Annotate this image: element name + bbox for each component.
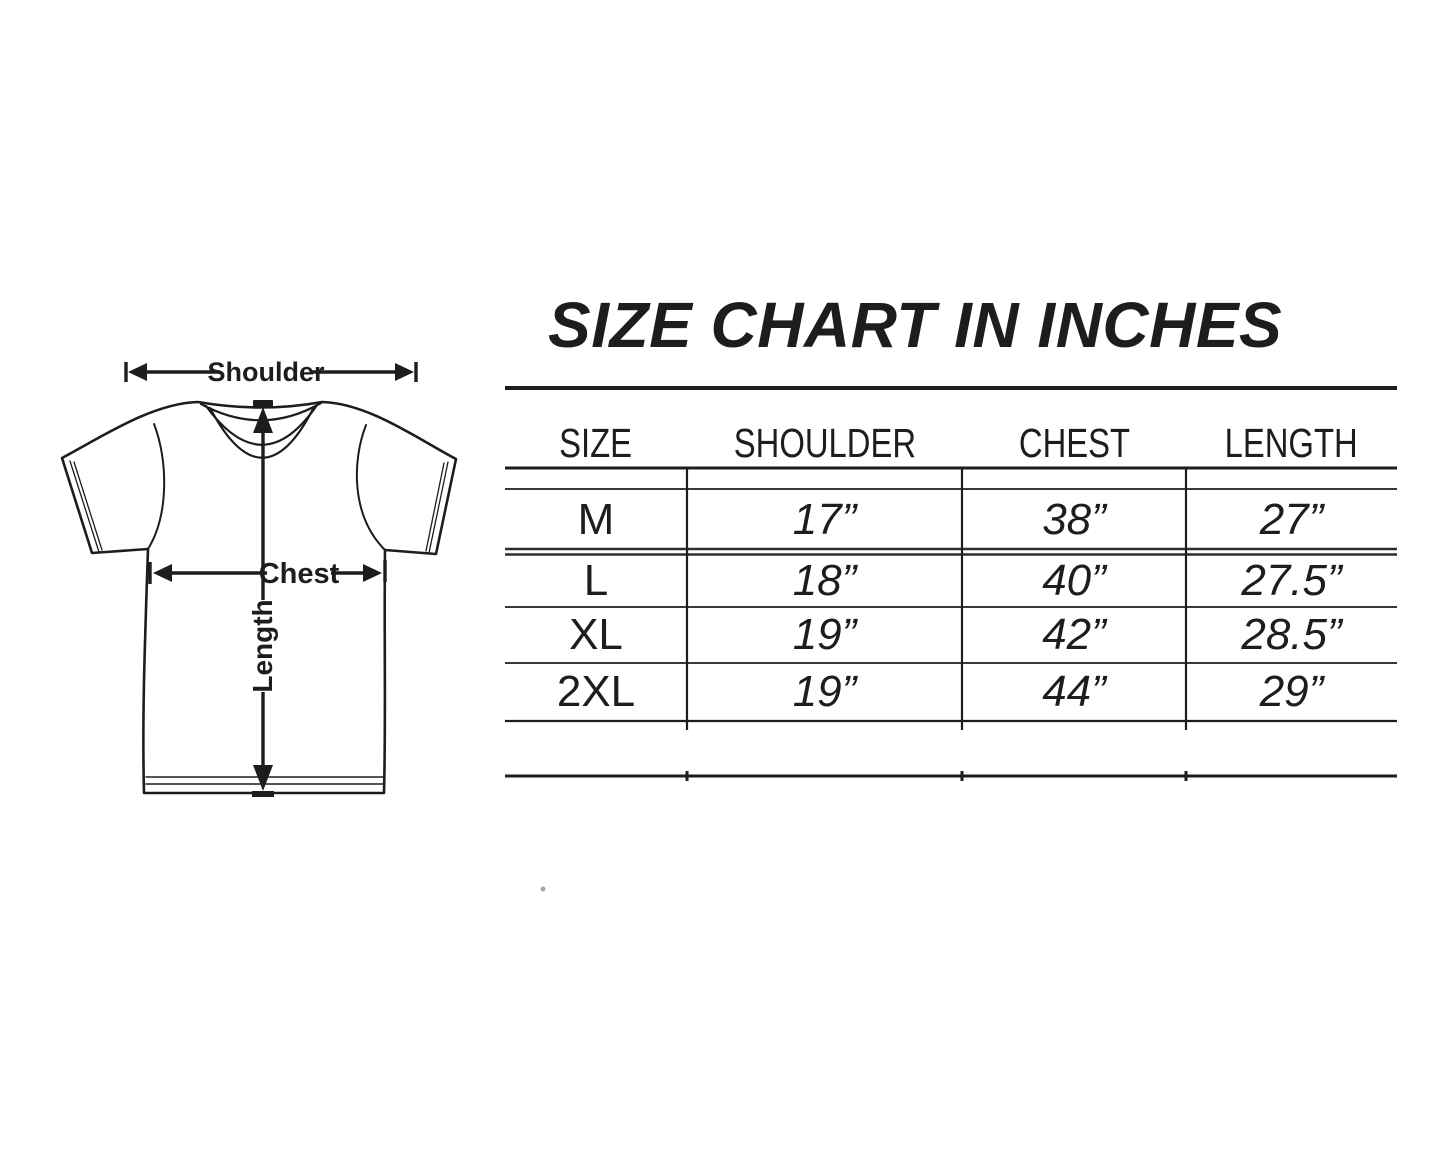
length-cell: 27” (1259, 495, 1324, 544)
size-cell: XL (569, 610, 623, 659)
chest-cell: 38” (1042, 495, 1106, 544)
header-shoulder: SHOULDER (733, 420, 916, 466)
length-measure-label: Length (247, 599, 278, 693)
shoulder-measure-label: Shoulder (207, 357, 325, 387)
collar-tab (253, 400, 273, 407)
shoulder-arrowhead-right (395, 363, 414, 381)
length-cell: 27.5” (1241, 556, 1342, 605)
length-cell: 29” (1259, 667, 1324, 716)
size-cell: L (583, 556, 609, 605)
chest-cell: 42” (1042, 610, 1106, 659)
shoulder-cell: 17” (792, 495, 857, 544)
chest-cell: 40” (1042, 556, 1106, 605)
size-cell: M (577, 495, 615, 544)
shoulder-cell: 18” (792, 556, 857, 605)
length-cell: 28.5” (1241, 610, 1342, 659)
header-chest: CHEST (1018, 420, 1130, 466)
row-m-bottom-rule (505, 549, 1397, 555)
shoulder-cell: 19” (792, 610, 857, 659)
chest-measure-label: Chest (258, 558, 340, 590)
size-cell: 2XL (556, 667, 636, 716)
header-size: SIZE (559, 420, 633, 466)
shoulder-arrowhead-left (128, 363, 147, 381)
page-title: SIZE CHART IN INCHES (548, 289, 1283, 361)
chest-cell: 44” (1042, 667, 1106, 716)
artifact-dot (541, 887, 546, 892)
header-length: LENGTH (1224, 420, 1359, 466)
length-end-tick (252, 791, 274, 797)
shoulder-cell: 19” (792, 667, 857, 716)
